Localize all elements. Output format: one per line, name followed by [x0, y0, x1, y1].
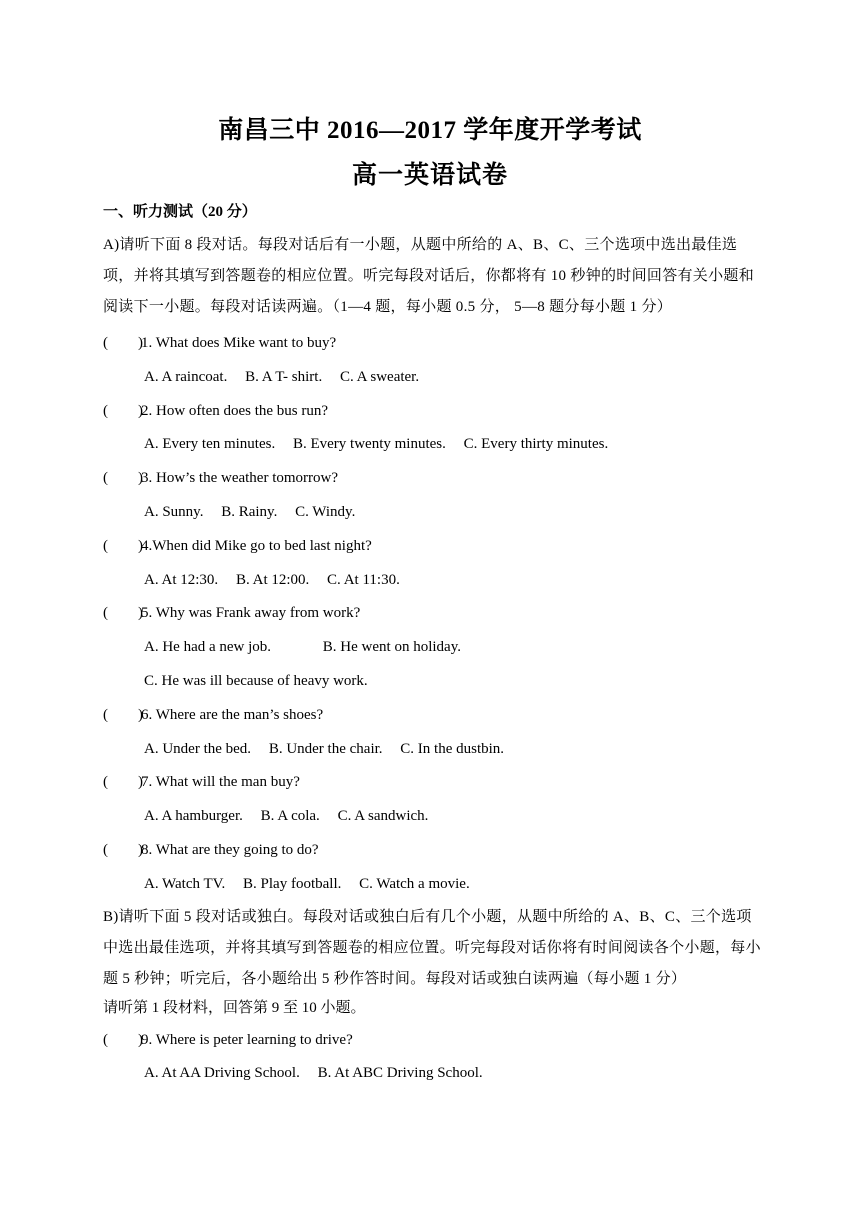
- option-a: A. Watch TV.: [144, 875, 226, 892]
- question-4: [103, 530, 763, 564]
- option-b: B. A T- shirt.: [245, 368, 323, 385]
- option-b: B. Rainy.: [221, 503, 278, 520]
- answer-blank[interactable]: ( ): [103, 402, 143, 419]
- question-2: [103, 395, 763, 429]
- question-6-options: [103, 733, 763, 767]
- answer-blank[interactable]: ( ): [103, 841, 143, 858]
- question-8-options: [103, 868, 763, 902]
- question-3-options: [103, 496, 763, 530]
- question-stem: 5. Why was Frank away from work?: [141, 605, 361, 622]
- option-a: A. At AA Driving School.: [144, 1065, 300, 1082]
- exam-body: [103, 230, 763, 1091]
- question-stem: 4.When did Mike go to bed last night?: [141, 537, 372, 554]
- question-8: [103, 834, 763, 868]
- part-b-note: 请听第 1 段材料，回答第 9 至 10 小题。: [103, 999, 366, 1016]
- question-1: [103, 327, 763, 361]
- option-a: A. A hamburger.: [144, 808, 243, 825]
- option-c: C. A sweater.: [339, 368, 420, 385]
- answer-blank[interactable]: ( ): [103, 470, 147, 487]
- option-c: C. At 11:30.: [327, 571, 400, 588]
- option-c: C. In the dustbin.: [400, 740, 505, 757]
- option-a: A. Sunny.: [144, 503, 204, 520]
- question-6: [103, 699, 763, 733]
- question-7: [103, 766, 763, 800]
- option-b: B. Play football.: [243, 875, 342, 892]
- part-a-instructions: A)请听下面 8 段对话。每段对话后有一小题，从题中所给的 A、B、C、三个选项中选出最佳选项，并将其填写到答题卷的相应位置。听完每段对话后，你都将有 10 秒钟的时间回答有关小题和阅读下一小题。每段对话读两遍。（1—4 题，每小题 0.5 分， 5—8 题分每小题 1 分）: [103, 237, 755, 315]
- question-9: [103, 1024, 763, 1058]
- option-a: A. A raincoat.: [144, 368, 228, 385]
- question-5-options-row2: [103, 665, 763, 699]
- answer-blank[interactable]: ( ): [103, 774, 143, 791]
- option-c: C. A sandwich.: [337, 808, 429, 825]
- question-stem: 6. Where are the man’s shoes?: [141, 706, 324, 723]
- question-stem: 8. What are they going to do?: [141, 841, 319, 858]
- question-1-options: [103, 361, 763, 395]
- answer-blank[interactable]: ( ): [103, 706, 143, 723]
- question-3: [103, 462, 763, 496]
- question-stem: 1. What does Mike want to buy?: [141, 335, 337, 351]
- answer-blank[interactable]: ( ): [103, 537, 143, 554]
- option-a: A. Under the bed.: [144, 740, 252, 757]
- option-c: C. He was ill because of heavy work.: [144, 672, 368, 689]
- option-c: C. Every thirty minutes.: [463, 436, 609, 453]
- question-2-options: [103, 428, 763, 462]
- question-stem: 9. Where is peter learning to drive?: [141, 1031, 353, 1048]
- option-a: A. Every ten minutes.: [144, 436, 276, 453]
- question-stem: 3. How’s the weather tomorrow?: [141, 470, 339, 487]
- question-5-options: [103, 631, 763, 665]
- question-7-options: [103, 800, 763, 834]
- question-stem: 2. How often does the bus run?: [141, 402, 329, 419]
- question-5: [103, 597, 763, 631]
- option-b: B. Under the chair.: [268, 740, 383, 757]
- exam-title: 南昌三中 2016—2017 学年度开学考试: [218, 117, 642, 144]
- option-b: B. A cola.: [260, 808, 320, 825]
- question-4-options: [103, 564, 763, 598]
- exam-subtitle: 高一英语试卷: [351, 162, 508, 189]
- option-c: C. Watch a movie.: [359, 875, 470, 892]
- section-heading: 一、听力测试（20 分）: [103, 204, 257, 220]
- option-a: A. He had a new job.: [144, 639, 272, 656]
- part-b-instructions: B)请听下面 5 段对话或独白。每段对话或独白后有几个小题，从题中所给的 A、B、C、三个选项中选出最佳选项，并将其填写到答题卷的相应位置。听完每段对话你将有时间阅读各个小题，每小题 5 秒钟；听完后，各小题给出 5 秒作答时间。每段对话或独白读两遍（每小题 1 分）: [103, 908, 761, 987]
- answer-blank[interactable]: ( ): [103, 1031, 143, 1048]
- option-a: A. At 12:30.: [144, 571, 219, 588]
- option-b: B. At 12:00.: [235, 571, 310, 588]
- question-stem: 7. What will the man buy?: [141, 774, 300, 791]
- option-c: C. Windy.: [295, 503, 356, 520]
- option-b: B. Every twenty minutes.: [292, 436, 446, 453]
- option-b: B. At ABC Driving School.: [317, 1065, 483, 1082]
- option-b: B. He went on holiday.: [322, 639, 461, 656]
- answer-blank[interactable]: ( ): [103, 605, 143, 622]
- question-9-options: [103, 1057, 763, 1091]
- answer-blank[interactable]: ( ): [103, 335, 143, 351]
